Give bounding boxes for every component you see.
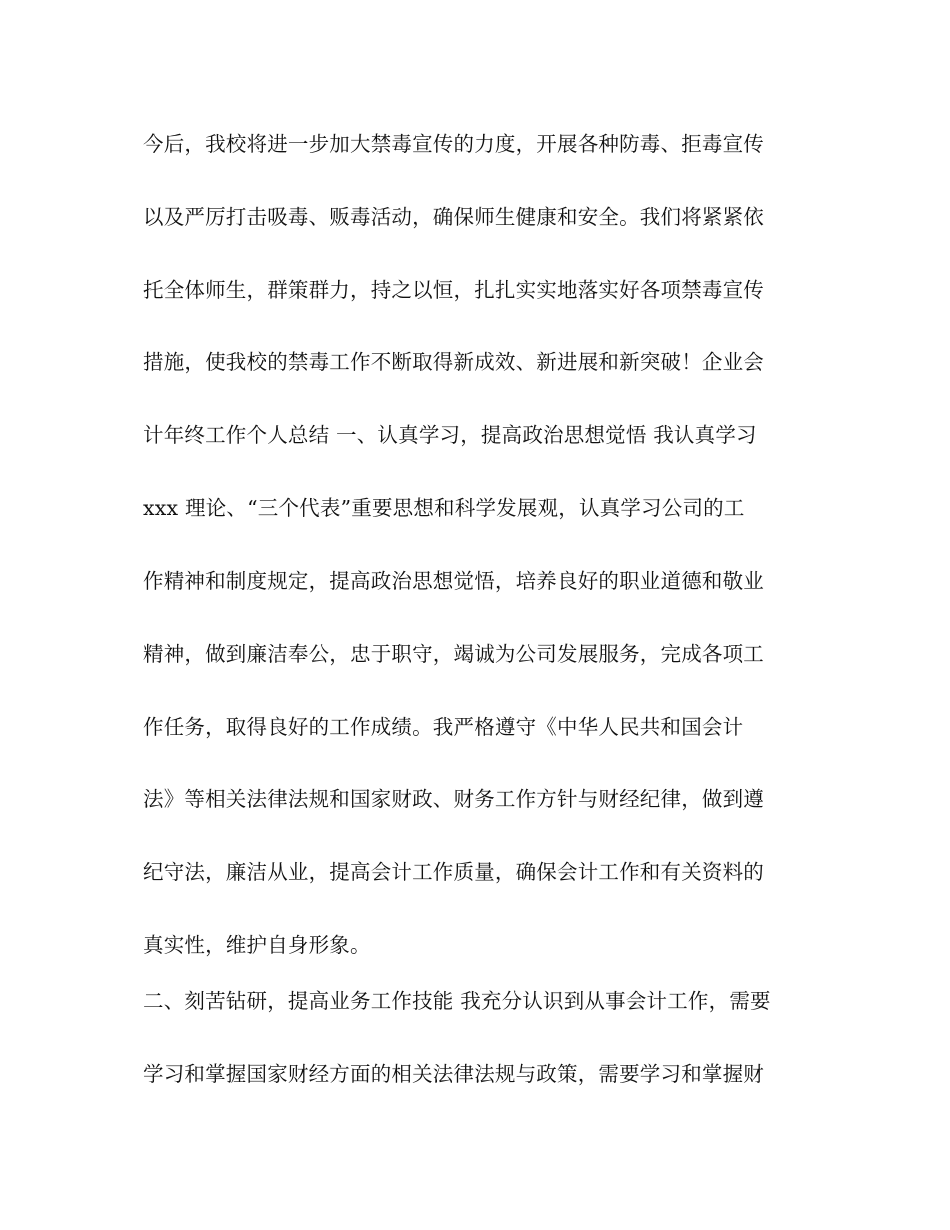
paragraph-line: 托全体师生，群策群力，持之以恒，扎扎实实地落实好各项禁毒宣传 — [143, 278, 764, 302]
paragraph-line: 学习和掌握国家财经方面的相关法律法规与政策，需要学习和掌握财 — [143, 1062, 764, 1086]
paragraph-line: 作任务，取得良好的工作成绩。我严格遵守《中华人民共和国会计 — [143, 715, 744, 739]
paragraph-line: 今后，我校将进一步加大禁毒宣传的力度，开展各种防毒、拒毒宣传 — [143, 132, 764, 156]
paragraph-line: 计年终工作个人总结 一、认真学习，提高政治思想觉悟 我认真学习 — [143, 423, 757, 447]
paragraph-line: 精神，做到廉洁奉公，忠于职守，竭诚为公司发展服务，完成各项工 — [143, 642, 764, 666]
paragraph-line: xxx 理论、“三个代表”重要思想和科学发展观，认真学习公司的工 — [143, 496, 745, 520]
paragraph-line: 法》等相关法律法规和国家财政、财务工作方针与财经纪律，做到遵 — [143, 787, 764, 811]
paragraph-line: 二、刻苦钻研，提高业务工作技能 我充分认识到从事会计工作，需要 — [143, 989, 771, 1013]
paragraph-line: 作精神和制度规定，提高政治思想觉悟，培养良好的职业道德和敬业 — [143, 569, 764, 593]
paragraph-line: 真实性，维护自身形象。 — [143, 933, 371, 957]
paragraph-line: 措施，使我校的禁毒工作不断取得新成效、新进展和新突破！企业会 — [143, 350, 764, 374]
paragraph-line: 纪守法，廉洁从业，提高会计工作质量，确保会计工作和有关资料的 — [143, 860, 764, 884]
paragraph-line: 以及严厉打击吸毒、贩毒活动，确保师生健康和安全。我们将紧紧依 — [143, 205, 764, 229]
